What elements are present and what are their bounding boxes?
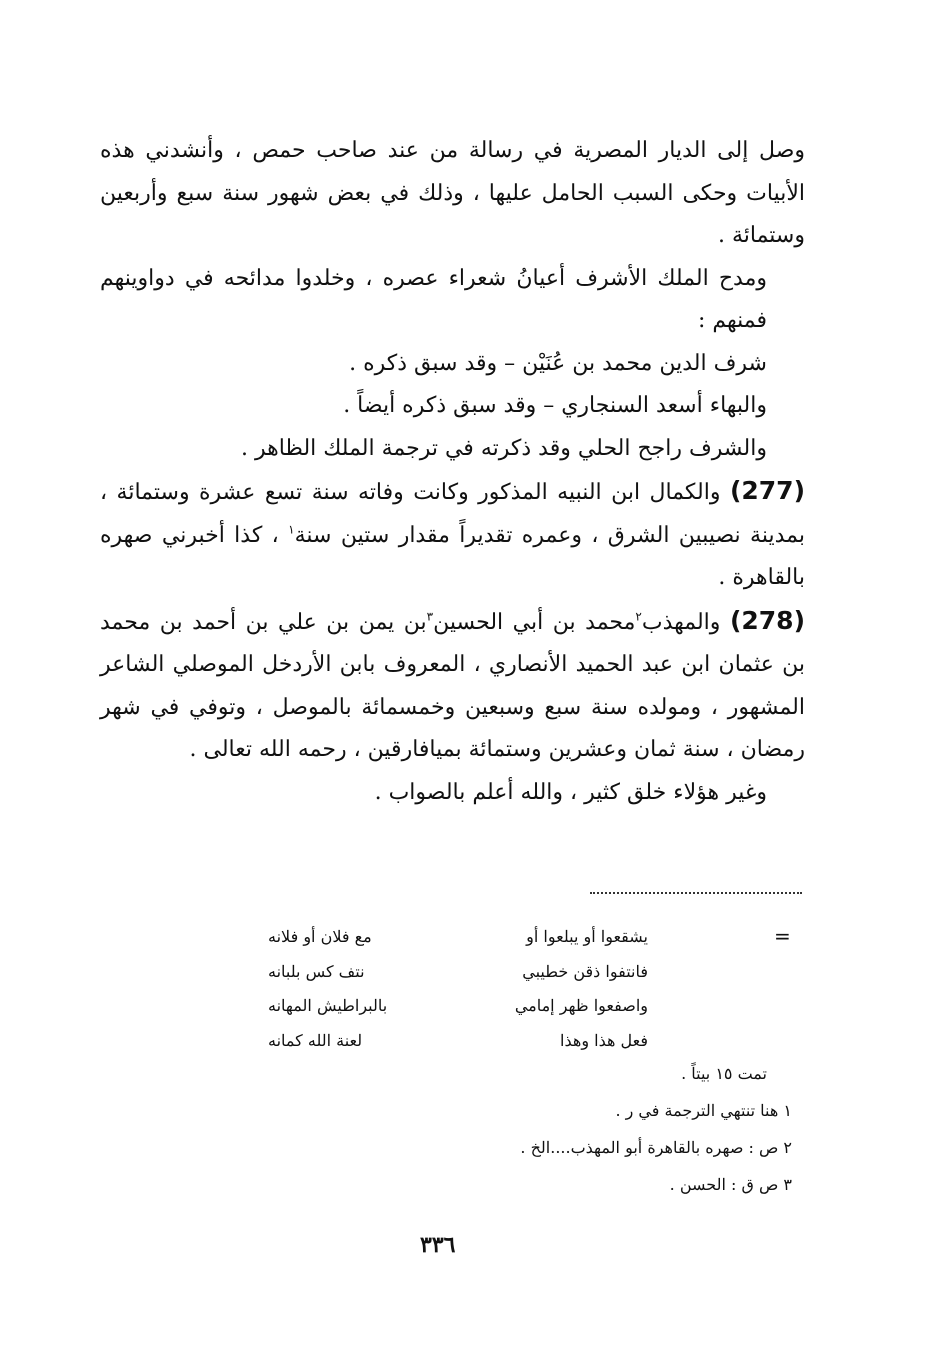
list-item-poet-3: والشرف راجح الحلي وقد ذكرته في ترجمة الملك الظاهر . [240, 435, 767, 461]
poem-hemistich-right: فعل هذا وهذا [560, 1030, 648, 1050]
footnote-ref-3: ٣ [426, 609, 434, 624]
footnote-ref-2: ٢ [635, 609, 642, 624]
footnote-divider [590, 892, 802, 894]
footnote-ref-1: ١ [288, 522, 295, 537]
poem-line [268, 955, 648, 990]
poem-line [268, 989, 648, 1024]
poem-hemistich-left: نتف كس بلبانه [268, 961, 365, 981]
poem-hemistich-left: لعنة الله كمانه [268, 1030, 363, 1050]
main-text [100, 130, 805, 814]
entry-277-end: ، كذا أخبرني صهره بالقاهرة . [100, 522, 805, 590]
list-item-poet-2: والبهاء أسعد السنجاري – وقد سبق ذكره أيضاً . [343, 393, 767, 418]
continuation-mark: = [774, 924, 791, 948]
page-number: ٣٣٦ [420, 1232, 456, 1258]
entry-278-name-b: محمد بن أبي الحسين [433, 609, 636, 635]
entry-number-278: (278) [729, 605, 806, 635]
list-item-poet-1: شرف الدين محمد بن عُنَيْن – وقد سبق ذكره . [349, 350, 767, 376]
footnote-3: ٣ ص ق : الحسن . [669, 1175, 792, 1194]
entry-277-text: والكمال ابن النبيه المذكور وكانت وفاته سنة تسع عشرة وستمائة ، بمدينة نصيبين الشرق ، وعمره تقديراً مقدار ستين سنة [100, 480, 805, 548]
footnote-poem [268, 920, 648, 1058]
poem-end-note: تمت ١٥ بيتاً . [681, 1064, 767, 1083]
poem-line [268, 1024, 648, 1059]
poem-line [268, 920, 648, 955]
entry-278-name-a: والمهذب [641, 609, 721, 635]
poem-hemistich-left: بالبراطيش المهانه [268, 996, 388, 1015]
footnote-1: ١ هنا تنتهي الترجمة في ر . [615, 1101, 792, 1120]
paragraph-praise: ومدح الملك الأشرف أعيانُ شعراء عصره ، وخلدوا مدائحه في دواوينهم فمنهم : [100, 265, 767, 333]
entry-278-text: بن يمن بن علي بن أحمد بن محمد بن عثمان ابن عبد الحميد الأنصاري ، المعروف بابن الأردخل الموصلي الشاعر المشهور ، ومولده سنة سبع وسبعين وخمسمائة بالموصل ، وتوفي في شهر رمضان ، سنة ثمان وعشرين وستمائة بميافارقين ، رحمه الله تعالى . [100, 609, 805, 762]
entry-number-277: (277) [729, 476, 805, 505]
paragraph-intro: وصل إلى الديار المصرية في رسالة من عند صاحب حمص ، وأنشدني هذه الأبيات وحكى السبب الحامل عليها ، وذلك في بعض شهور سنة سبع وأربعين وستمائة . [100, 138, 805, 248]
poem-hemistich-left: مع فلان أو فلانه [268, 927, 372, 946]
paragraph-closing: وغير هؤلاء خلق كثير ، والله أعلم بالصواب . [374, 779, 767, 805]
poem-hemistich-right: واصفعوا ظهر إمامي [514, 996, 648, 1015]
poem-hemistich-right: يشقعوا أو يبلعوا أو [526, 927, 648, 946]
poem-hemistich-right: فانتفوا ذقن خطيبي [522, 961, 648, 981]
entry-277 [100, 470, 805, 600]
entry-278 [100, 600, 805, 772]
footnote-2: ٢ ص : صهره بالقاهرة أبو المهذب....الخ . [520, 1138, 792, 1157]
